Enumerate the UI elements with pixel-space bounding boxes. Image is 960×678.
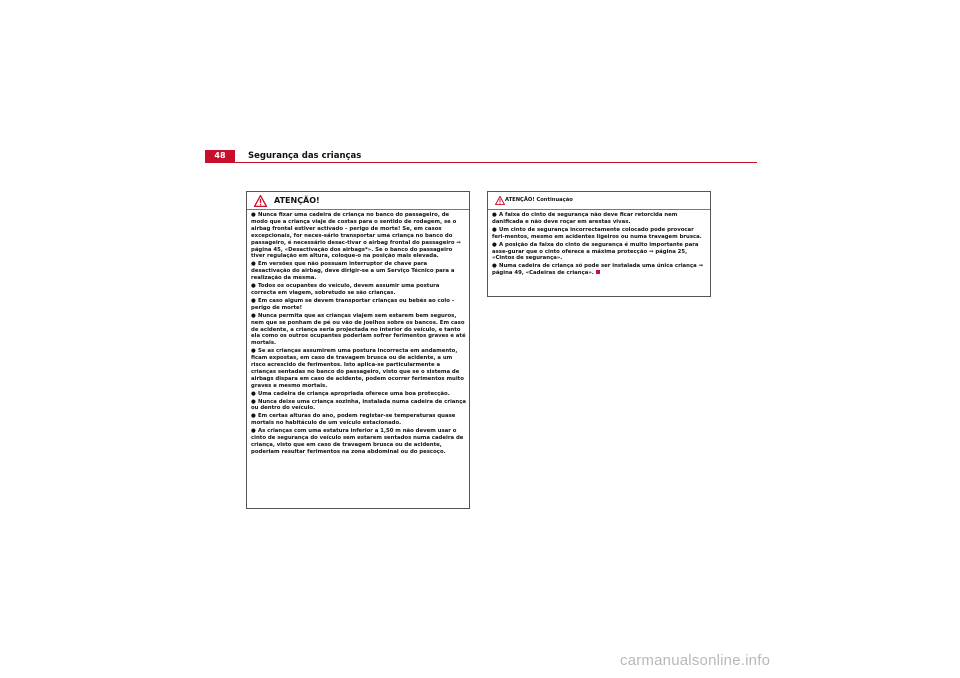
- warning-header: [488, 192, 710, 210]
- warning-title: ATENÇÃO!: [274, 196, 320, 205]
- warning-item: ● A posição da faixa do cinto de segurança é muito importante para asse-gurar que o cinto oferece a máxima protecção ⇒ página 25, «Cintos de segurança».: [492, 241, 699, 262]
- warning-box-continued: [487, 191, 711, 297]
- bullet-icon: ●: [251, 398, 256, 405]
- warning-body: [488, 210, 710, 277]
- end-of-section-icon: [596, 270, 600, 274]
- bullet-icon: ●: [492, 212, 497, 218]
- warning-item: ● A faixa do cinto de segurança não deve ficar retorcida nem danificada e não deve roçar em arestas vivas.: [492, 212, 678, 225]
- warning-item: ● Em caso algum se devem transportar crianças ou bebés ao colo – perigo de morte!: [251, 297, 455, 311]
- warning-triangle-icon: [495, 196, 505, 205]
- warning-item: ● Se as crianças assumirem uma postura incorrecta em andamento, ficam expostas, em caso de travagem brusca ou de acidente, a um risco acrescido de ferimentos. Isto aplica-se particularmente a crianças sentadas no banco do passageiro, visto que se o sistema de airbags dispara em caso de acidente, podem ocorrer ferimentos muito graves e mesmo mortais.: [251, 348, 464, 389]
- warning-item: ● As crianças com uma estatura inferior a 1,50 m não devem usar o cinto de segurança do veículo sem estarem sentados numa cadeira de criança, visto que em caso de travagem brusca ou de acidente, poderiam resultar ferimentos na zona abdominal ou do pescoço.: [251, 428, 464, 455]
- bullet-icon: ●: [251, 261, 256, 268]
- warning-item: ● Numa cadeira de criança só pode ser instalada uma única criança ⇒ página 49, «Cadeiras de criança».: [492, 263, 704, 277]
- warning-item: ● Em versões que não possuam interruptor de chave para desactivação do airbag, deve dirigir-se a um Serviço Técnico para a realização da mesma.: [251, 261, 455, 282]
- bullet-icon: ●: [492, 263, 497, 270]
- warning-header: [247, 192, 469, 210]
- warning-box-main: [246, 191, 470, 509]
- bullet-icon: ●: [251, 348, 256, 355]
- section-title: Segurança das crianças: [248, 151, 362, 161]
- bullet-icon: ●: [251, 413, 256, 420]
- bullet-icon: ●: [492, 226, 497, 233]
- bullet-icon: ●: [492, 241, 497, 248]
- header-rule: [205, 162, 757, 163]
- warning-item: ● Nunca deixe uma criança sozinha, instalada numa cadeira de criança ou dentro do veículo.: [251, 398, 466, 412]
- page-header: [205, 150, 757, 162]
- bullet-icon: ●: [251, 428, 256, 435]
- warning-item: ● Nunca fixar uma cadeira de criança no banco do passageiro, de modo que a criança viaje de costas para o sentido de rodagem, se o airbag frontal estiver activado – perigo de morte! Se, em casos excepcionais, for neces-sário transportar uma criança no banco do passageiro, é necessário desac-tivar o airbag frontal do passageiro ⇒ página 45, «Desactivação dos airbags*». Se o banco do passageiro tiver regulação em altura, coloque-o na posição mais elevada.: [251, 212, 461, 260]
- warning-item: ● Um cinto de segurança incorrectamente colocado pode provocar feri-mentos, mesmo em acidentes ligeiros ou numa travagem brusca.: [492, 226, 702, 240]
- warning-item: ● Nunca permita que as crianças viajem sem estarem bem seguros, nem que se ponham de pé ou vão de joelhos sobre os bancos. Em caso de acidente, a criança seria projectada no interior do veículo, e tanto ela como os outros ocupantes poderiam sofrer ferimentos graves e até mortais.: [251, 312, 466, 347]
- warning-triangle-icon: [254, 195, 267, 207]
- warning-item: ● Em certas alturas do ano, podem registar-se temperaturas quase mortais no habitáculo de um veículo estacionado.: [251, 413, 456, 427]
- bullet-icon: ●: [251, 212, 256, 218]
- watermark: carmanualsonline.info: [620, 652, 771, 669]
- bullet-icon: ●: [251, 312, 256, 319]
- warning-item: ● Todos os ocupantes do veículo, devem assumir uma postura correcta em viagem, sobretudo se são crianças.: [251, 283, 440, 296]
- warning-title: ATENÇÃO! Continuação: [505, 197, 573, 203]
- warning-item: ● Uma cadeira de criança apropriada oferece uma boa protecção.: [251, 390, 450, 397]
- warning-body: [247, 210, 469, 456]
- bullet-icon: ●: [251, 283, 256, 290]
- bullet-icon: ●: [251, 390, 256, 397]
- bullet-icon: ●: [251, 297, 256, 304]
- page-number: 48: [205, 150, 235, 162]
